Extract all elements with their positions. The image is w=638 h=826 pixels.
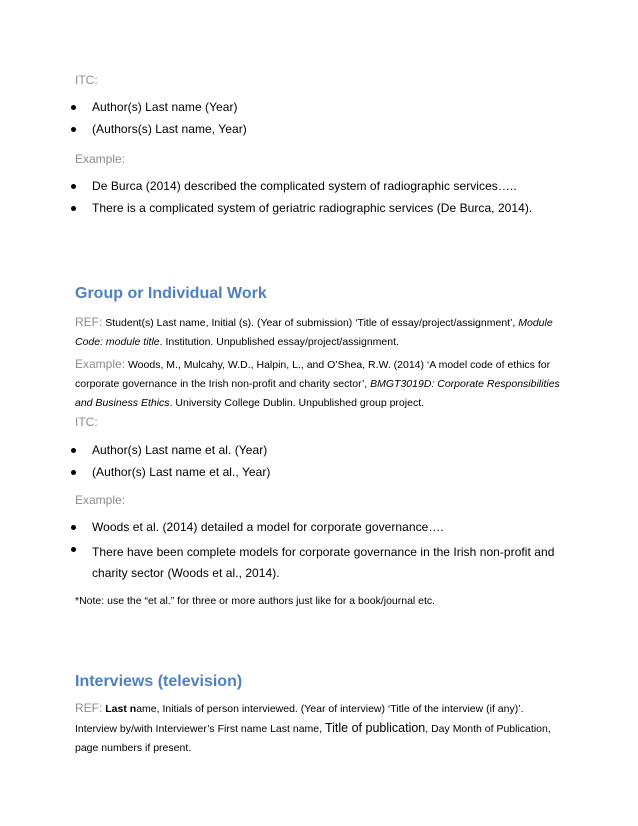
note-text: *Note: use the “et al.” for three or more authors just like for a book/journal etc. (75, 595, 436, 607)
example-label: Example: (75, 357, 126, 371)
bullet-icon (71, 448, 76, 453)
itc-label: ITC: (75, 73, 98, 87)
list-item: (Author(s) Last name et al., Year) (92, 465, 270, 479)
list-item: Woods et al. (2014) detailed a model for corporate governance…. (92, 520, 444, 534)
bullet-icon (71, 547, 76, 552)
interviews-ref-paragraph: REF: Last name, Initials of person interviewed. (Year of interview) ‘Title of the interview (if any)’. Interview by/with Interviewer’s First name Last name, Title of publication, Day Month of Publication, page numbers if present. (75, 701, 551, 754)
bullet-icon (71, 470, 76, 475)
bullet-icon (71, 525, 76, 530)
list-item: De Burca (2014) described the complicated system of radiographic services….. (92, 179, 517, 193)
example-label: Example: (75, 493, 126, 507)
bullet-icon (71, 127, 76, 132)
list-item: There is a complicated system of geriatric radiographic services (De Burca, 2014). (92, 201, 532, 215)
example-label: Example: (75, 152, 126, 166)
bullet-icon (71, 105, 76, 110)
bullet-icon (71, 206, 76, 211)
group-ref-paragraph: REF: Student(s) Last name, Initial (s). (Year of submission) ‘Title of essay/project/assignment’, Module Code: module title. Institution. Unpublished essay/project/assignment. (75, 315, 553, 348)
list-item: (Authors(s) Last name, Year) (92, 122, 247, 136)
list-item: Author(s) Last name et al. (Year) (92, 443, 267, 457)
ref-label: REF: (75, 701, 103, 715)
list-item: Author(s) Last name (Year) (92, 100, 238, 114)
section-heading-group: Group or Individual Work (75, 285, 267, 302)
list-item: There have been complete models for corporate governance in the Irish non-profit and charity sector (Woods et al., 2014). (92, 542, 554, 584)
itc-label: ITC: (75, 415, 98, 429)
bullet-icon (71, 184, 76, 189)
ref-label: REF: (75, 315, 103, 329)
group-example-paragraph: Example: Woods, M., Mulcahy, W.D., Halpin, L., and O’Shea, R.W. (2014) ‘A model code of ethics for corporate governance in the Irish non-profit and charity sector’, BMGT3019D: Corporate Responsibilities and Business Ethics. University College Dublin. Unpublished group project. (75, 357, 560, 409)
section-heading-interviews: Interviews (television) (75, 673, 243, 690)
